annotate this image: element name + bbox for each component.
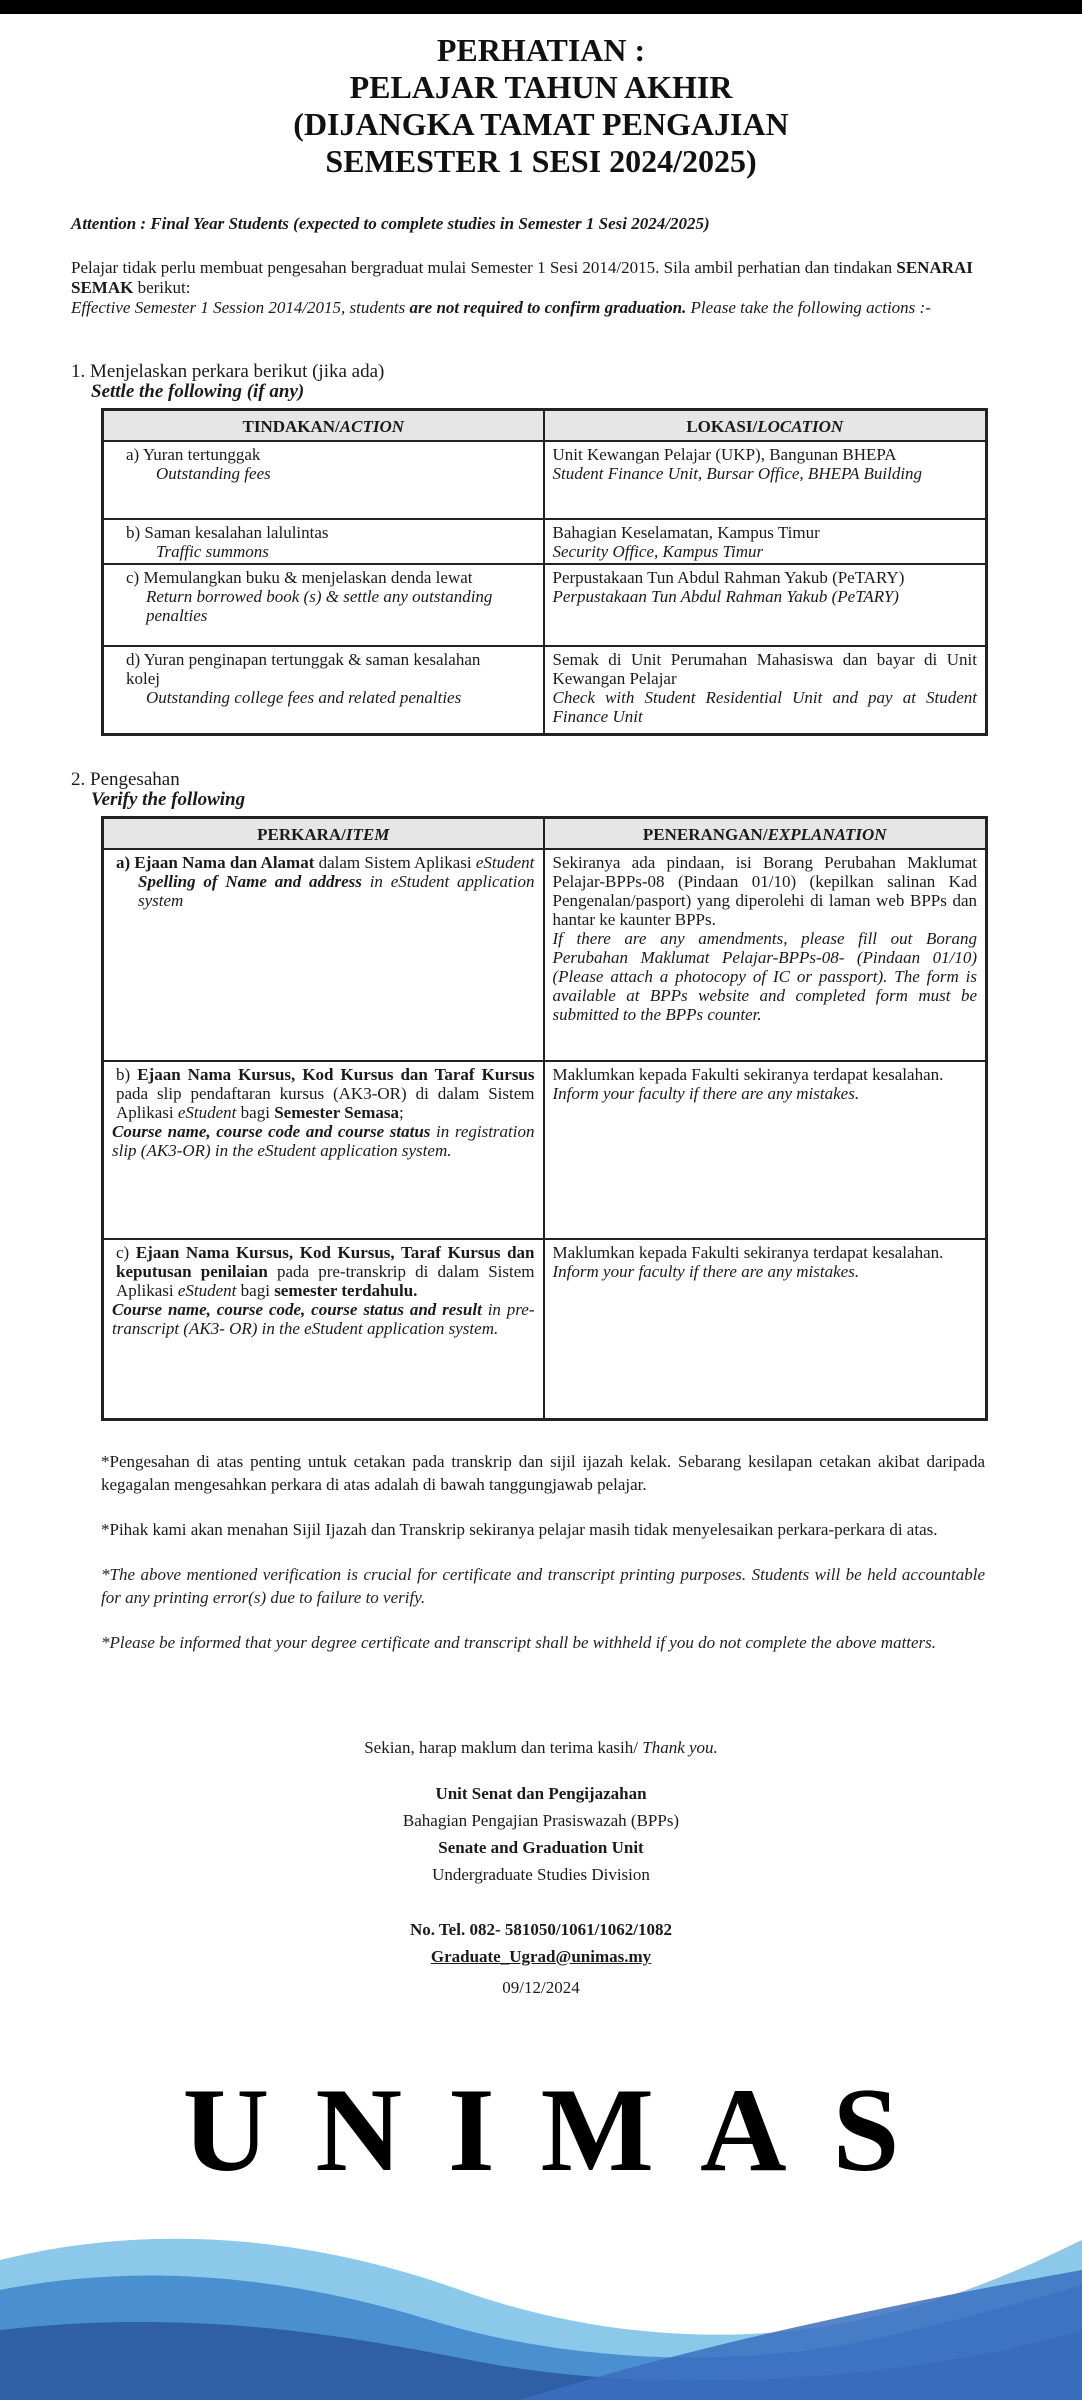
location-ms: Unit Kewangan Pelajar (UKP), Bangunan BHEPA <box>552 445 897 464</box>
item-end: ; <box>398 1103 404 1122</box>
item-en-bold: Course name, course code, course status and result <box>112 1300 482 1319</box>
title-line-2: PELAJAR TAHUN AKHIR <box>349 69 733 105</box>
decorative-wave-graphic <box>0 2200 1082 2400</box>
verification-table <box>101 816 988 1421</box>
item-cell <box>103 1239 544 1419</box>
title-line-4: SEMESTER 1 SESI 2024/2025) <box>325 143 757 179</box>
explanation-ms: Sekiranya ada pindaan, isi Borang Perubahan Maklumat Pelajar-BPPs-08 (Pindaan 01/10) (kepilkan salinan Kad Pengenalan/pasport) yang diperolehi di laman web BPPs dan hantar ke kaunter BPPs. <box>552 853 977 929</box>
footer-phone: No. Tel. 082- 581050/1061/1062/1082 <box>409 1920 673 1939</box>
table-row <box>103 1239 987 1419</box>
location-ms: Perpustakaan Tun Abdul Rahman Yakub (PeTARY) <box>552 568 905 587</box>
page-title <box>0 32 1082 180</box>
item-cell <box>103 849 544 1061</box>
closing-ms: Sekian, harap maklum dan terima kasih/ <box>364 1738 643 1757</box>
closing-en: Thank you. <box>642 1738 718 1757</box>
location-cell <box>544 519 987 564</box>
intro-paragraph <box>71 258 991 318</box>
footer-date: 09/12/2024 <box>502 1978 580 1997</box>
item-en-bold: Spelling of Name and address <box>138 872 362 891</box>
note-malay-2: *Pihak kami akan menahan Sijil Ijazah dan Transkrip sekiranya pelajar masih tidak menyelesaikan perkara-perkara di atas. <box>101 1520 938 1539</box>
location-cell <box>544 564 987 646</box>
location-en: Check with Student Residential Unit and pay at Student Finance Unit <box>552 688 977 726</box>
header-explanation <box>544 818 987 850</box>
table-row <box>103 519 987 564</box>
table-row <box>103 564 987 646</box>
intro-english-text: Effective Semester 1 Session 2014/2015, students <box>71 298 410 317</box>
footer-division-ms: Bahagian Pengajian Prasiswazah (BPPs) <box>402 1811 680 1830</box>
location-ms: Bahagian Keselamatan, Kampus Timur <box>552 523 820 542</box>
unimas-logo-text: UNIMAS <box>182 2063 946 2196</box>
explanation-cell <box>544 849 987 1061</box>
section2-heading <box>71 770 245 810</box>
item-app: eStudent <box>475 853 535 872</box>
header-location <box>544 410 987 442</box>
note-english-2: *Please be informed that your degree certificate and transcript shall be withheld if you do not complete the above matters. <box>101 1633 937 1652</box>
table-header-row <box>103 818 987 850</box>
footer-contact <box>0 1780 1082 2001</box>
item-mid: pada slip pendaftaran kursus (AK3-OR) di dalam Sistem Aplikasi <box>116 1084 535 1122</box>
section2-title: 2. Pengesahan <box>71 769 180 790</box>
item-semester: semester terdahulu. <box>274 1281 418 1300</box>
item-bold: Ejaan Nama Kursus, Kod Kursus, Taraf Kursus dan keputusan penilaian <box>116 1243 535 1281</box>
location-cell <box>544 441 987 519</box>
explanation-ms: Maklumkan kepada Fakulti sekiranya terdapat kesalahan. <box>552 1065 944 1084</box>
item-rest: dalam Sistem Aplikasi <box>314 853 476 872</box>
note-english-1: *The above mentioned verification is crucial for certificate and transcript printing purposes. Students will be held accountable for any printing error(s) due to failure to verify. <box>101 1565 985 1607</box>
item-cell <box>103 1061 544 1239</box>
footer-division-en: Undergraduate Studies Division <box>432 1865 650 1884</box>
action-ms: c) Memulangkan buku & menjelaskan denda lewat <box>126 568 473 587</box>
title-line-1: PERHATIAN : <box>436 32 646 68</box>
action-cell <box>103 519 544 564</box>
header-expl-en: EXPLANATION <box>767 825 887 844</box>
item-semester: Semester Semasa <box>274 1103 399 1122</box>
notes-block <box>101 1450 985 1654</box>
item-en-rest: in pre-transcript (AK3- OR) in the eStudent application system. <box>112 1300 535 1338</box>
intro-malay-text: Pelajar tidak perlu membuat pengesahan bergraduat mulai Semester 1 Sesi 2014/2015. Sila ambil perhatian dan tindakan <box>71 258 897 277</box>
explanation-ms: Maklumkan kepada Fakulti sekiranya terdapat kesalahan. <box>552 1243 944 1262</box>
explanation-en: Inform your faculty if there are any mistakes. <box>552 1084 860 1103</box>
header-item <box>103 818 544 850</box>
item-letter: a) <box>116 853 131 872</box>
closing-line <box>0 1734 1082 1761</box>
section1-title: 1. Menjelaskan perkara berikut (jika ada) <box>71 361 385 382</box>
action-ms: a) Yuran tertunggak <box>126 445 261 464</box>
intro-english-bold: are not required to confirm graduation. <box>409 298 687 317</box>
location-cell <box>544 646 987 734</box>
action-en: Outstanding fees <box>156 464 271 483</box>
header-location-ms: LOKASI/ <box>686 417 758 436</box>
item-ms <box>112 1065 535 1122</box>
action-en: Return borrowed book (s) & settle any outstanding penalties <box>146 587 493 625</box>
table-header-row <box>103 410 987 442</box>
action-en: Traffic summons <box>156 542 269 561</box>
intro-english <box>71 298 991 318</box>
intro-checklist-label: SENARAI SEMAK <box>71 258 973 297</box>
action-ms: b) Saman kesalahan lalulintas <box>126 523 329 542</box>
header-action-ms: TINDAKAN/ <box>242 417 340 436</box>
top-border-bar <box>0 0 1082 14</box>
item-bagi: bagi <box>236 1103 275 1122</box>
item-bold: Ejaan Nama dan Alamat <box>134 853 315 872</box>
table-row <box>103 441 987 519</box>
header-location-en: LOCATION <box>757 417 844 436</box>
header-expl-ms: PENERANGAN/ <box>642 825 768 844</box>
header-action-en: ACTION <box>339 417 405 436</box>
explanation-en: If there are any amendments, please fill out Borang Perubahan Maklumat Pelajar-BPPs-08- (Pindaan 01/10) (Please attach a photocopy of IC or passport). The form is available at BPPs website and completed form must be submitted to the BPPs counter. <box>552 929 977 1024</box>
item-en-rest: in eStudent application system <box>138 872 535 910</box>
section1-heading <box>71 362 384 402</box>
note-malay-1: *Pengesahan di atas penting untuk cetakan pada transkrip dan sijil ijazah kelak. Sebarang kesilapan cetakan akibat daripada kegagalan mengesahkan perkara di atas adalah di bawah tanggungjawab pelajar. <box>101 1452 985 1494</box>
item-letter: c) <box>116 1243 130 1262</box>
location-en: Perpustakaan Tun Abdul Rahman Yakub (PeTARY) <box>552 587 899 606</box>
item-en <box>112 1300 535 1338</box>
item-ms <box>112 1243 535 1300</box>
item-ms <box>112 853 535 872</box>
action-en: Outstanding college fees and related penalties <box>146 688 462 707</box>
item-app: eStudent <box>177 1281 237 1300</box>
footer-email-link[interactable]: Graduate_Ugrad@unimas.my <box>430 1947 652 1966</box>
item-bold: Ejaan Nama Kursus, Kod Kursus dan Taraf Kursus <box>137 1065 535 1084</box>
location-ms: Semak di Unit Perumahan Mahasiswa dan bayar di Unit Kewangan Pelajar <box>552 650 977 688</box>
item-en <box>112 1122 535 1160</box>
intro-malay <box>71 258 991 298</box>
header-item-ms: PERKARA/ <box>257 825 346 844</box>
footer-unit-ms: Unit Senat dan Pengijazahan <box>435 1784 647 1803</box>
table-row <box>103 1061 987 1239</box>
action-cell <box>103 564 544 646</box>
explanation-en: Inform your faculty if there are any mistakes. <box>552 1262 860 1281</box>
table-row <box>103 646 987 734</box>
item-app: eStudent <box>177 1103 237 1122</box>
title-line-3: (DIJANGKA TAMAT PENGAJIAN <box>293 106 789 142</box>
explanation-cell <box>544 1061 987 1239</box>
action-ms: d) Yuran penginapan tertunggak & saman kesalahan kolej <box>126 650 481 688</box>
table-row <box>103 849 987 1061</box>
section2-subtitle: Verify the following <box>91 789 246 810</box>
location-en: Security Office, Kampus Timur <box>552 542 764 561</box>
action-location-table <box>101 408 988 736</box>
header-item-en: ITEM <box>345 825 390 844</box>
action-cell <box>103 441 544 519</box>
item-en-rest: in registration slip (AK3-OR) in the eStudent application system. <box>112 1122 535 1160</box>
item-en <box>112 872 535 910</box>
header-action <box>103 410 544 442</box>
section1-subtitle: Settle the following (if any) <box>91 381 305 402</box>
action-cell <box>103 646 544 734</box>
location-en: Student Finance Unit, Bursar Office, BHEPA Building <box>552 464 923 483</box>
item-mid: pada pre-transkrip di dalam Sistem Aplikasi <box>116 1262 535 1300</box>
footer-unit-en: Senate and Graduation Unit <box>438 1838 644 1857</box>
attention-line: Attention : Final Year Students (expected to complete studies in Semester 1 Sesi 2024/2025) <box>71 214 710 233</box>
item-en-bold: Course name, course code and course status <box>112 1122 431 1141</box>
intro-malay-end: berikut: <box>133 278 191 297</box>
item-letter: b) <box>116 1065 131 1084</box>
explanation-cell <box>544 1239 987 1419</box>
intro-english-end: Please take the following actions :- <box>686 298 931 317</box>
item-bagi: bagi <box>236 1281 275 1300</box>
